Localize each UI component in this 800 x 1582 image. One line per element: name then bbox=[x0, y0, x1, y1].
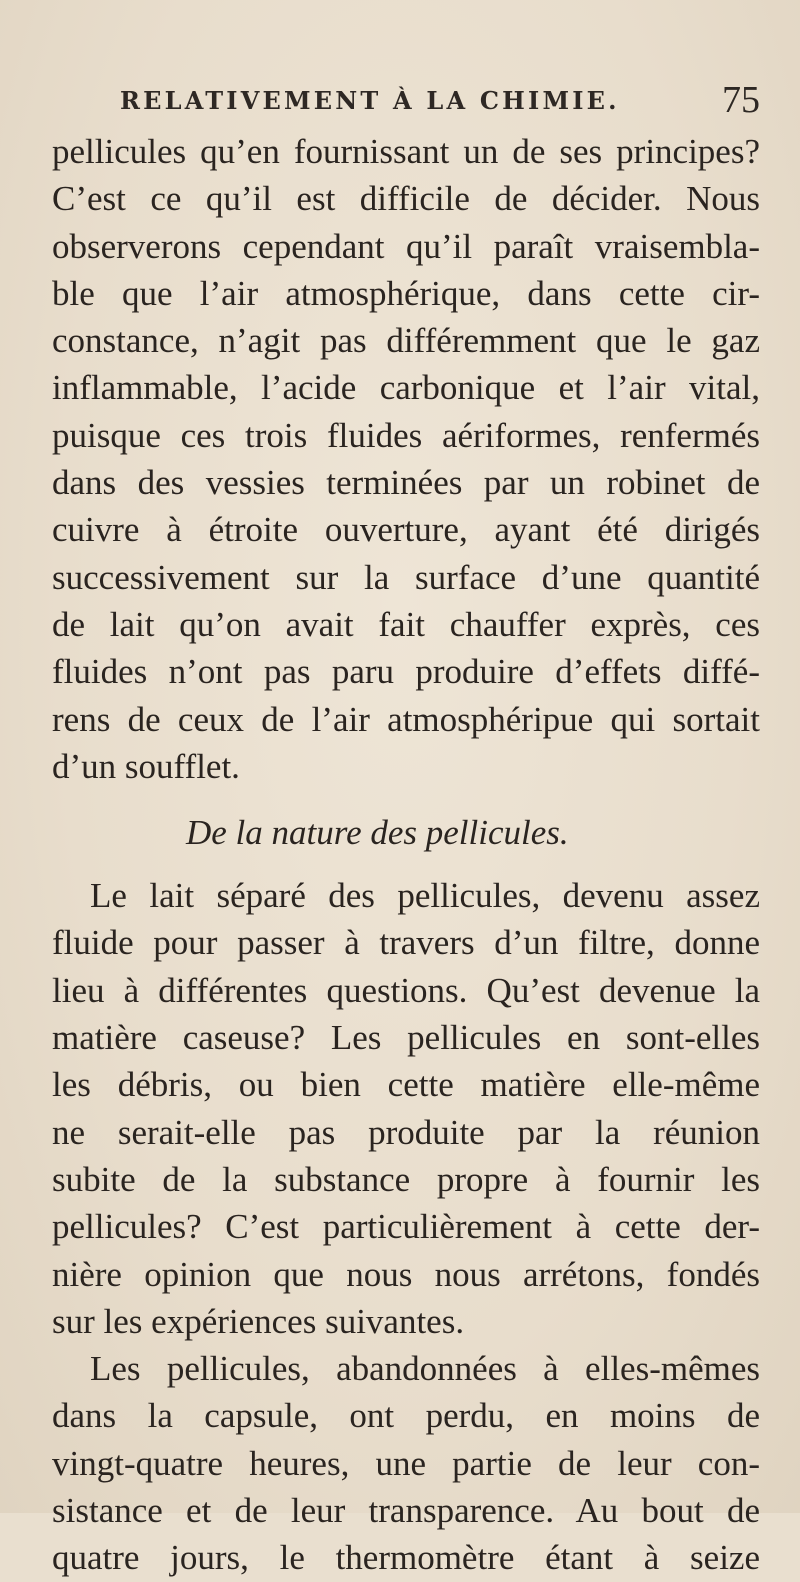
text-line: Le lait séparé des pellicules, devenu assez bbox=[90, 876, 760, 916]
text-line: dans des vessies terminées par un robinet de bbox=[52, 463, 760, 503]
text-line: pellicules? C’est particulièrement à cette der- bbox=[52, 1207, 760, 1247]
text-line: rens de ceux de l’air atmosphéripue qui sortait bbox=[52, 699, 760, 739]
text-line: Les pellicules, abandonnées à elles-mêmes bbox=[90, 1349, 760, 1389]
text-line: observerons cependant qu’il paraît vraisembla- bbox=[52, 226, 760, 266]
text-line: lieu à différentes questions. Qu’est devenue la bbox=[52, 970, 760, 1010]
text-line: successivement sur la surface d’une quantité bbox=[52, 557, 760, 597]
text-line: fluides n’ont pas paru produire d’effets diffé- bbox=[52, 652, 760, 692]
text-line: fluide pour passer à travers d’un filtre, donne bbox=[52, 923, 760, 963]
paragraph-2 bbox=[52, 872, 760, 1345]
text-line: cuivre à étroite ouverture, ayant été dirigés bbox=[52, 510, 760, 550]
text-line: nière opinion que nous nous arrétons, fondés bbox=[52, 1254, 760, 1294]
text-line: quatre jours, le thermomètre étant à seize bbox=[52, 1538, 760, 1578]
text-line: les débris, ou bien cette matière elle-même bbox=[52, 1065, 760, 1105]
section-heading: De la nature des pellicules. bbox=[186, 813, 569, 853]
paragraph-3 bbox=[52, 1345, 760, 1581]
paragraph-1 bbox=[52, 128, 760, 790]
text-line: de lait qu’on avait fait chauffer exprès, ces bbox=[52, 604, 760, 644]
running-title: RELATIVEMENT À LA CHIMIE. bbox=[120, 86, 620, 115]
text-line: d’un soufflet. bbox=[52, 746, 240, 786]
text-line: C’est ce qu’il est difficile de décider. Nous bbox=[52, 179, 760, 219]
running-head bbox=[120, 78, 760, 122]
text-line: vingt-quatre heures, une partie de leur con- bbox=[52, 1443, 760, 1483]
body-text bbox=[52, 128, 760, 1582]
text-line: sistance et de leur transparence. Au bout de bbox=[52, 1491, 760, 1531]
text-line: inflammable, l’acide carbonique et l’air vital, bbox=[52, 368, 760, 408]
text-line: puisque ces trois fluides aériformes, renfermés bbox=[52, 415, 760, 455]
text-line: ne serait-elle pas produite par la réunion bbox=[52, 1112, 760, 1152]
text-line: ble que l’air atmosphérique, dans cette cir- bbox=[52, 273, 760, 313]
text-line: subite de la substance propre à fournir les bbox=[52, 1159, 760, 1199]
text-line: pellicules qu’en fournissant un de ses principes? bbox=[52, 132, 760, 171]
page-number: 75 bbox=[722, 79, 760, 121]
text-line: constance, n’agit pas différemment que le gaz bbox=[52, 321, 760, 361]
text-line: sur les expériences suivantes. bbox=[52, 1301, 465, 1341]
text-line: dans la capsule, ont perdu, en moins de bbox=[52, 1396, 760, 1436]
text-line: matière caseuse? Les pellicules en sont-elles bbox=[52, 1018, 760, 1058]
